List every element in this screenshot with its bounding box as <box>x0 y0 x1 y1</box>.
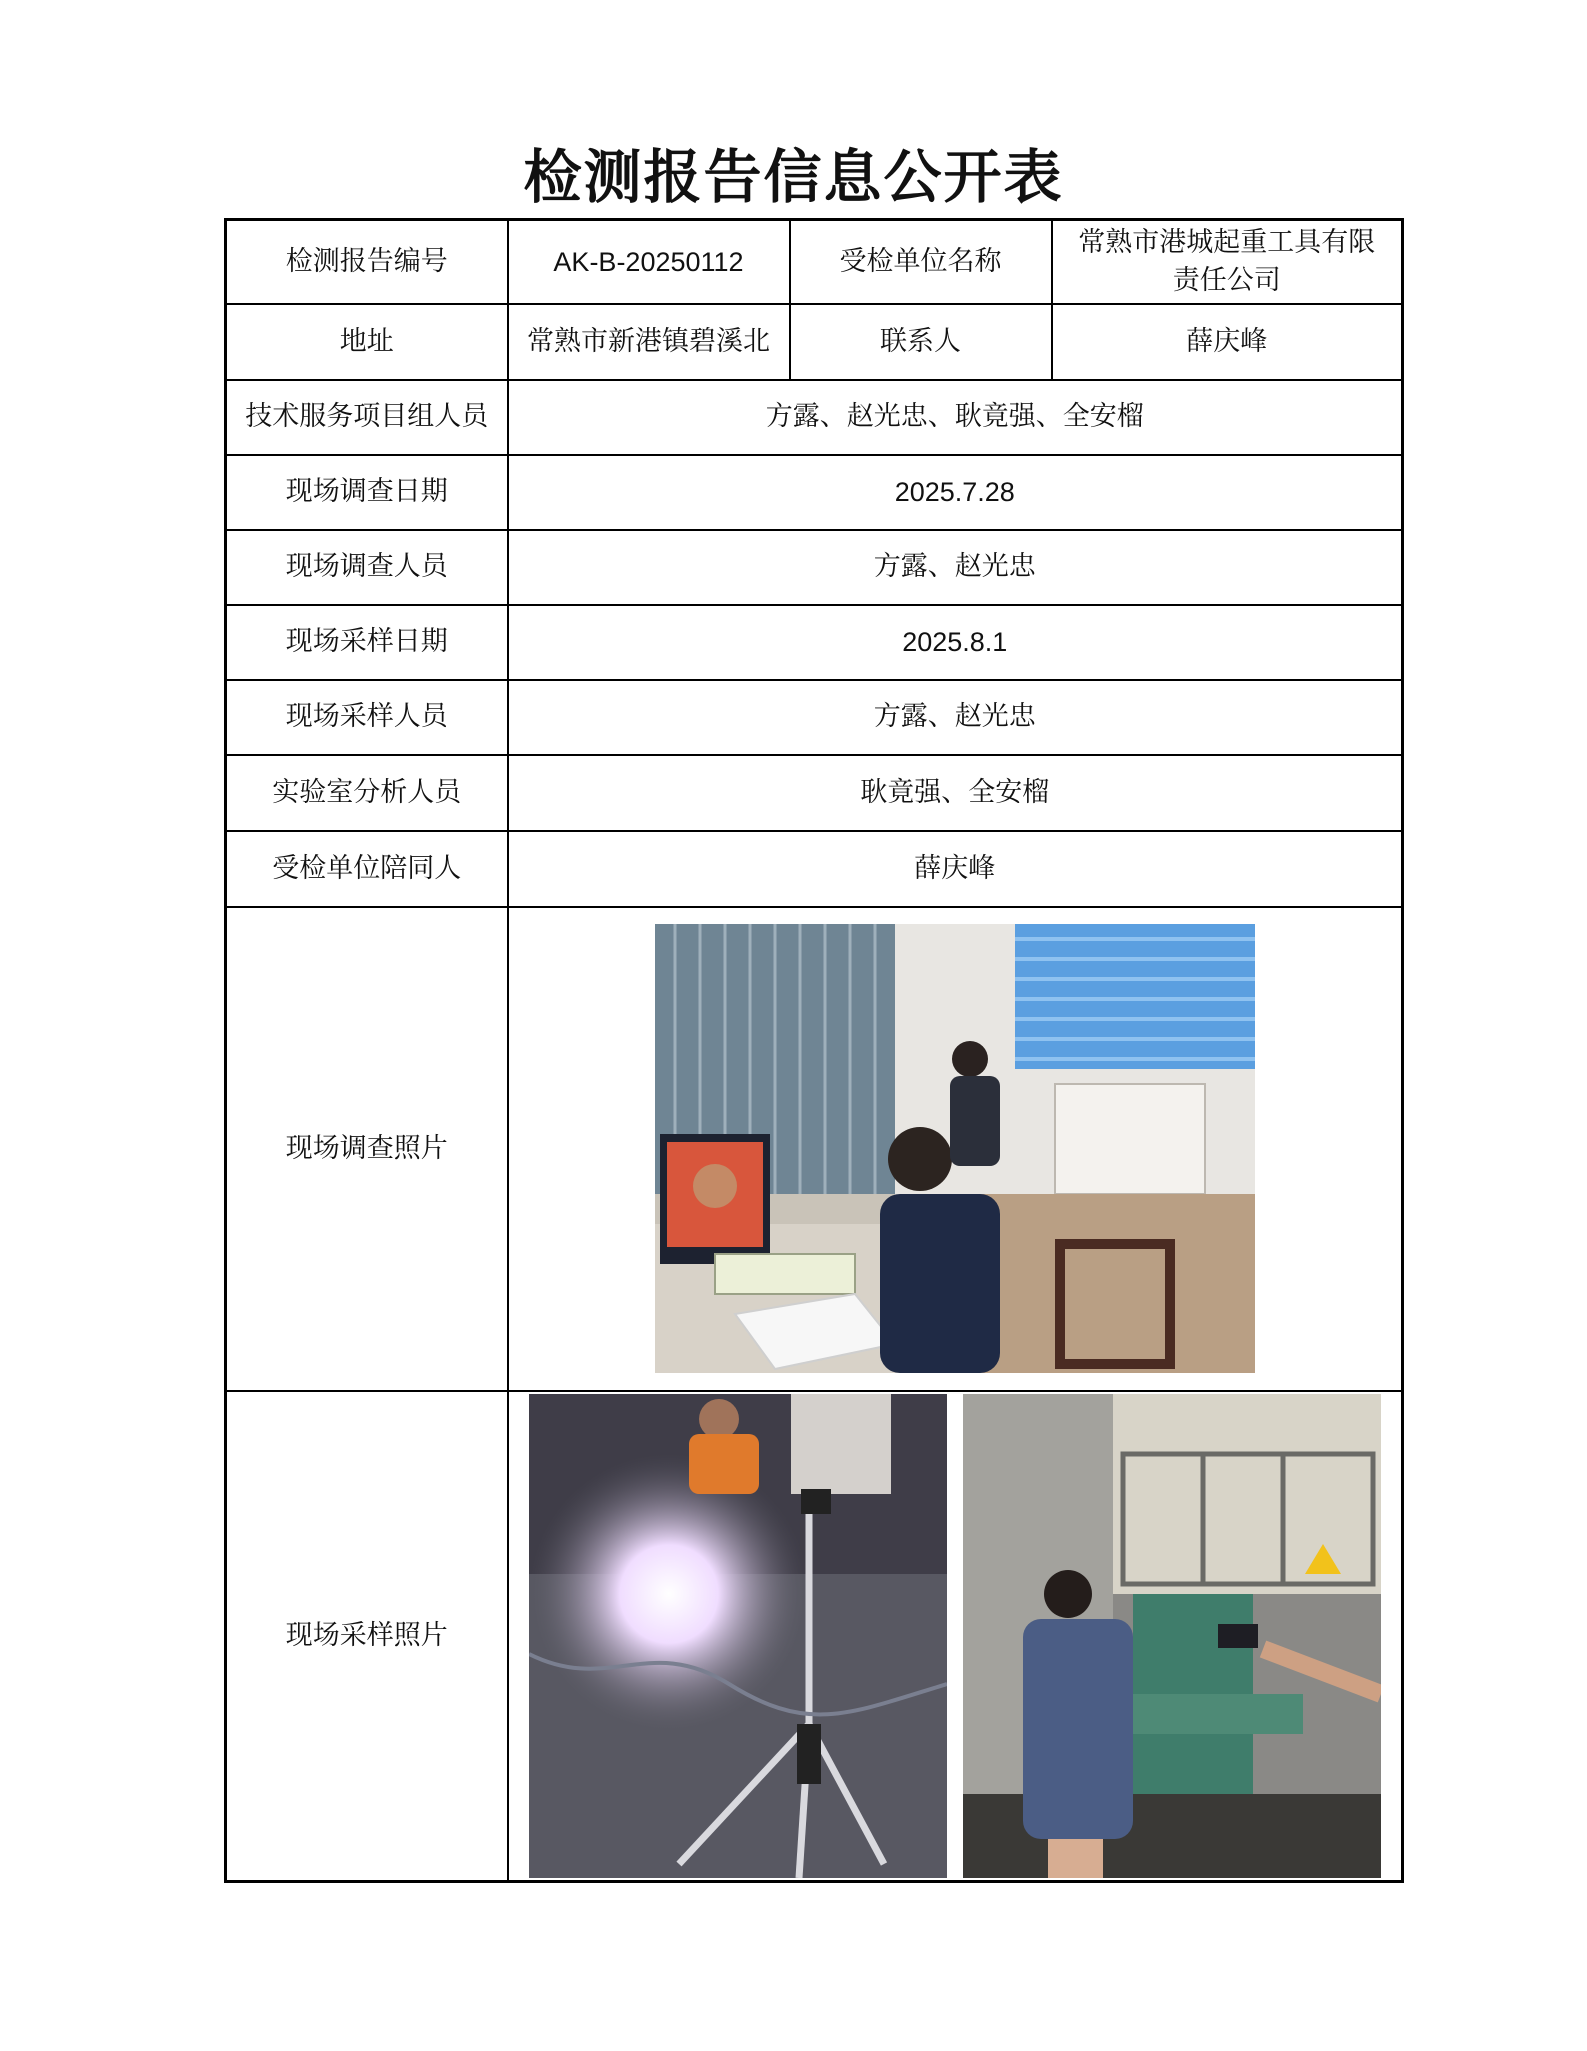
table-row <box>226 907 1403 1391</box>
table-row <box>226 831 1403 907</box>
lab-staff-label: 实验室分析人员 <box>226 755 508 831</box>
contact-value: 薛庆峰 <box>1052 304 1403 380</box>
report-no-value: AK-B-20250112 <box>508 220 790 304</box>
address-value: 常熟市新港镇碧溪北 <box>508 304 790 380</box>
sampling-staff-label: 现场采样人员 <box>226 680 508 755</box>
team-value: 方露、赵光忠、耿竟强、全安榴 <box>508 380 1403 455</box>
lab-staff-value: 耿竟强、全安榴 <box>508 755 1403 831</box>
unit-name-value: 常熟市港城起重工具有限责任公司 <box>1052 220 1403 304</box>
sampling-date-value: 2025.8.1 <box>508 605 1403 680</box>
address-label: 地址 <box>226 304 508 380</box>
contact-label: 联系人 <box>790 304 1052 380</box>
sampling-staff-value: 方露、赵光忠 <box>508 680 1403 755</box>
survey-photo <box>655 924 1255 1373</box>
table-row <box>226 605 1403 680</box>
report-no-label: 检测报告编号 <box>226 220 508 304</box>
table-row <box>226 304 1403 380</box>
table-row <box>226 1391 1403 1882</box>
table-row <box>226 755 1403 831</box>
survey-date-label: 现场调查日期 <box>226 455 508 530</box>
escort-label: 受检单位陪同人 <box>226 831 508 907</box>
escort-value: 薛庆峰 <box>508 831 1403 907</box>
sampling-date-label: 现场采样日期 <box>226 605 508 680</box>
sampling-photo-left <box>529 1394 947 1878</box>
survey-photo-cell <box>508 907 1403 1391</box>
team-label: 技术服务项目组人员 <box>226 380 508 455</box>
table-row <box>226 680 1403 755</box>
survey-staff-label: 现场调查人员 <box>226 530 508 605</box>
survey-date-value: 2025.7.28 <box>508 455 1403 530</box>
sampling-photo-cell <box>508 1391 1403 1882</box>
info-table <box>224 218 1404 1883</box>
table-row <box>226 220 1403 304</box>
unit-name-label: 受检单位名称 <box>790 220 1052 304</box>
survey-photo-label: 现场调查照片 <box>226 907 508 1391</box>
survey-staff-value: 方露、赵光忠 <box>508 530 1403 605</box>
sampling-photo-label: 现场采样照片 <box>226 1391 508 1882</box>
sampling-photo-right <box>963 1394 1381 1878</box>
table-row <box>226 380 1403 455</box>
table-row <box>226 530 1403 605</box>
table-row <box>226 455 1403 530</box>
page-title: 检测报告信息公开表 <box>523 143 1064 211</box>
